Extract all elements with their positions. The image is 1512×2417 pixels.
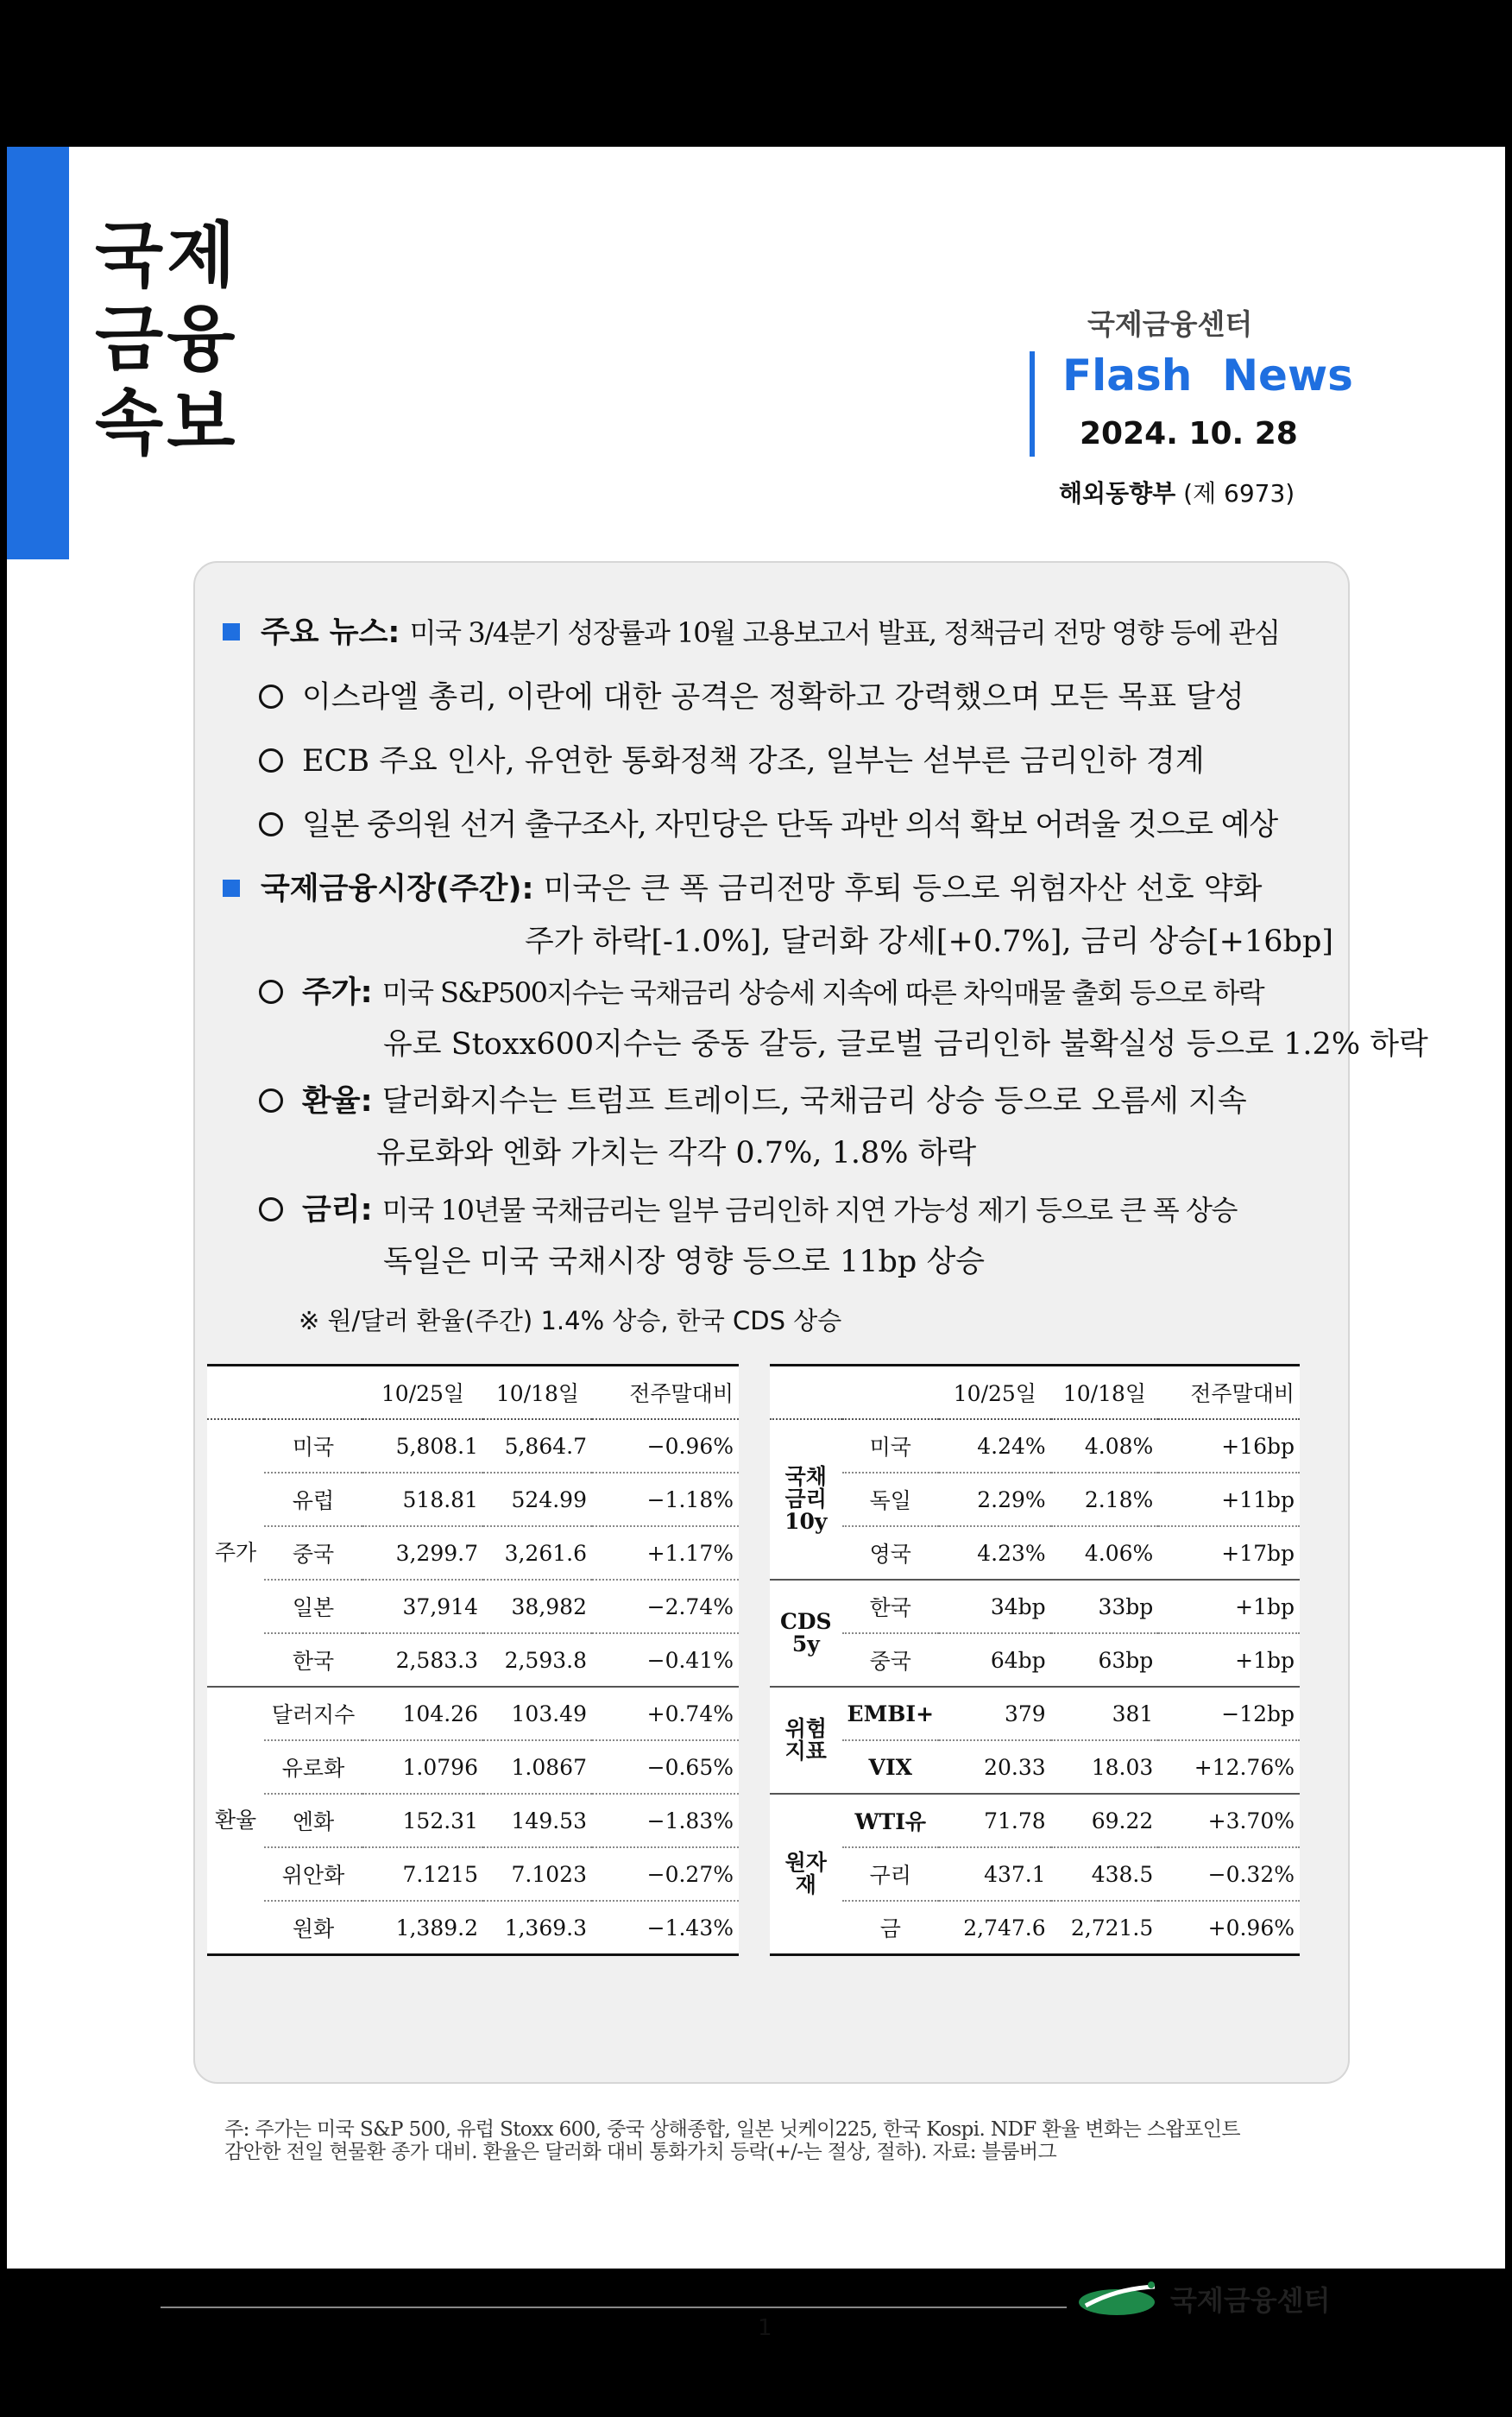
value-current: 379 [939, 1687, 1051, 1740]
table-row [770, 1901, 1300, 1955]
value-change: −2.74% [592, 1580, 739, 1633]
value-current: 518.81 [362, 1473, 483, 1526]
stock-label: 주가: [302, 975, 373, 1010]
market-text: 미국은 큰 폭 금리전망 후퇴 등으로 위험자산 선호 약화 [543, 872, 1263, 906]
value-previous: 524.99 [483, 1473, 592, 1526]
news-item-text: 이스라엘 총리, 이란에 대한 공격은 정확하고 강력했으며 모든 목표 달성 [302, 680, 1244, 715]
table-right [770, 1364, 1300, 1956]
market-text2: 주가 하락[-1.0%], 달러화 강세[+0.7%], 금리 상승[+16bp] [525, 925, 1333, 959]
value-current: 2,747.6 [939, 1901, 1051, 1955]
row-label: EMBI+ [842, 1687, 940, 1740]
title-line: 국제 [95, 215, 239, 297]
value-current: 104.26 [362, 1687, 483, 1740]
col-header: 10/25일 [939, 1366, 1051, 1420]
table-row [207, 1419, 739, 1473]
col-header: 10/18일 [483, 1366, 592, 1420]
group-label: 주가 [207, 1419, 264, 1687]
row-label: 한국 [842, 1580, 940, 1633]
table-row [770, 1473, 1300, 1526]
table-row [207, 1740, 739, 1794]
news-item [259, 801, 1277, 844]
value-current: 7.1215 [362, 1847, 483, 1901]
value-change: +11bp [1158, 1473, 1300, 1526]
blue-side-bar [7, 147, 69, 559]
value-change: −1.83% [592, 1794, 739, 1847]
title-line: 속보 [95, 382, 239, 464]
report-date: 2024. 10. 28 [1080, 416, 1298, 451]
table-row [207, 1526, 739, 1580]
value-previous: 2,721.5 [1051, 1901, 1159, 1955]
stock-text2: 유로 Stoxx600지수는 중동 갈등, 글로벌 금리인하 불확실성 등으로 1.2% 하락 [383, 1027, 1428, 1062]
fx-label: 환율: [302, 1084, 373, 1119]
row-label: 중국 [264, 1526, 362, 1580]
value-current: 71.78 [939, 1794, 1051, 1847]
center-name: 국제금융센터 [1087, 307, 1253, 341]
row-label: VIX [842, 1740, 940, 1794]
value-previous: 69.22 [1051, 1794, 1159, 1847]
row-label: 한국 [264, 1633, 362, 1687]
value-current: 4.24% [939, 1419, 1051, 1473]
table-row [207, 1901, 739, 1955]
table-row [770, 1419, 1300, 1473]
group-label: 환율 [207, 1687, 264, 1955]
main-news-line [223, 609, 1280, 652]
value-current: 152.31 [362, 1794, 483, 1847]
news-item [259, 673, 1244, 716]
main-news-label: 주요 뉴스: [261, 615, 400, 650]
fx-line [259, 1077, 1247, 1120]
value-previous: 1.0867 [483, 1740, 592, 1794]
value-previous: 4.08% [1051, 1419, 1159, 1473]
square-bullet-icon [223, 623, 240, 641]
row-label: 미국 [264, 1419, 362, 1473]
fx-note: ※ 원/달러 환율(주간) 1.4% 상승, 한국 CDS 상승 [299, 1306, 842, 1335]
value-previous: 381 [1051, 1687, 1159, 1740]
rate-line [259, 1186, 1237, 1229]
value-change: −0.41% [592, 1633, 739, 1687]
report-title [95, 214, 238, 465]
accent-divider [1030, 351, 1035, 457]
circle-bullet-icon [259, 1197, 283, 1221]
table-left [207, 1364, 739, 1956]
kcif-logo-icon [1077, 2280, 1160, 2318]
value-change: −1.43% [592, 1901, 739, 1955]
value-change: −0.32% [1158, 1847, 1300, 1901]
circle-bullet-icon [259, 685, 283, 709]
value-current: 1,389.2 [362, 1901, 483, 1955]
news-item-text: 일본 중의원 선거 출구조사, 자민당은 단독 과반 의석 확보 어려울 것으로 예상 [302, 808, 1278, 842]
news-item-text: ECB 주요 인사, 유연한 통화정책 강조, 일부는 섣부른 금리인하 경계 [302, 744, 1205, 779]
fx-text2: 유로화와 엔화 가치는 각각 0.7%, 1.8% 하락 [376, 1136, 977, 1171]
value-previous: 149.53 [483, 1794, 592, 1847]
group-label: CDS 5y [770, 1580, 842, 1687]
table-row [770, 1580, 1300, 1633]
group-label: 국채 금리 10y [770, 1419, 842, 1580]
row-label: 원화 [264, 1901, 362, 1955]
value-previous: 63bp [1051, 1633, 1159, 1687]
table-row [207, 1687, 739, 1740]
value-previous: 103.49 [483, 1687, 592, 1740]
col-header: 전주말대비 [1158, 1366, 1300, 1420]
circle-bullet-icon [259, 812, 283, 836]
rate-text2: 독일은 미국 국채시장 영향 등으로 11bp 상승 [383, 1245, 986, 1279]
circle-bullet-icon [259, 980, 283, 1004]
value-change: −0.65% [592, 1740, 739, 1794]
value-change: +12.76% [1158, 1740, 1300, 1794]
value-change: +3.70% [1158, 1794, 1300, 1847]
brand-title: Flash News [1062, 350, 1353, 401]
value-previous: 38,982 [483, 1580, 592, 1633]
footnote [224, 2118, 1346, 2163]
table-row [207, 1580, 739, 1633]
row-label: 구리 [842, 1847, 940, 1901]
row-label: 일본 [264, 1580, 362, 1633]
value-previous: 2,593.8 [483, 1633, 592, 1687]
footer-logo [1077, 2279, 1330, 2319]
col-header: 10/18일 [1051, 1366, 1159, 1420]
market-label: 국제금융시장(주간): [261, 872, 534, 906]
row-label: 미국 [842, 1419, 940, 1473]
value-previous: 1,369.3 [483, 1901, 592, 1955]
value-previous: 7.1023 [483, 1847, 592, 1901]
stock-line [259, 969, 1263, 1012]
value-change: +1bp [1158, 1633, 1300, 1687]
circle-bullet-icon [259, 748, 283, 773]
value-previous: 2.18% [1051, 1473, 1159, 1526]
value-change: +0.96% [1158, 1901, 1300, 1955]
row-label: 영국 [842, 1526, 940, 1580]
dept-name: 해외동향부 [1059, 479, 1176, 508]
table-row [770, 1740, 1300, 1794]
circle-bullet-icon [259, 1089, 283, 1113]
value-change: −1.18% [592, 1473, 739, 1526]
group-label: 위험 지표 [770, 1687, 842, 1794]
value-previous: 3,261.6 [483, 1526, 592, 1580]
value-current: 437.1 [939, 1847, 1051, 1901]
footnote-line: 주: 주가는 미국 S&P 500, 유럽 Stoxx 600, 중국 상해종합, 일본 닛케이225, 한국 Kospi. NDF 환율 변화는 스왑포인트 [224, 2118, 1240, 2141]
row-label: 금 [842, 1901, 940, 1955]
table-header-row [207, 1366, 739, 1420]
row-label: 독일 [842, 1473, 940, 1526]
value-current: 34bp [939, 1580, 1051, 1633]
col-header: 10/25일 [362, 1366, 483, 1420]
value-previous: 4.06% [1051, 1526, 1159, 1580]
value-current: 5,808.1 [362, 1419, 483, 1473]
value-current: 2,583.3 [362, 1633, 483, 1687]
square-bullet-icon [223, 880, 240, 897]
table-row [207, 1633, 739, 1687]
department [1059, 475, 1295, 509]
stock-text: 미국 S&P500지수는 국채금리 상승세 지속에 따른 차익매물 출회 등으로 하락 [381, 976, 1264, 1009]
value-current: 64bp [939, 1633, 1051, 1687]
value-change: −0.27% [592, 1847, 739, 1901]
table-row [207, 1847, 739, 1901]
news-item [259, 737, 1205, 780]
value-change: +17bp [1158, 1526, 1300, 1580]
page-number: 1 [758, 2315, 772, 2341]
value-change: +1bp [1158, 1580, 1300, 1633]
row-label: 중국 [842, 1633, 940, 1687]
row-label: 유로화 [264, 1740, 362, 1794]
page [7, 147, 1505, 2341]
group-label: 원자재 [770, 1794, 842, 1955]
value-current: 20.33 [939, 1740, 1051, 1794]
table-row [770, 1687, 1300, 1740]
fx-text: 달러화지수는 트럼프 트레이드, 국채금리 상승 등으로 오름세 지속 [381, 1084, 1247, 1119]
issue-number: (제 6973) [1183, 479, 1295, 508]
rate-label: 금리: [302, 1193, 373, 1227]
row-label: WTI유 [842, 1794, 940, 1847]
row-label: 엔화 [264, 1794, 362, 1847]
market-line [223, 865, 1262, 908]
table-row [207, 1794, 739, 1847]
table-header-row [770, 1366, 1300, 1420]
row-label: 달러지수 [264, 1687, 362, 1740]
value-current: 37,914 [362, 1580, 483, 1633]
table-row [770, 1526, 1300, 1580]
footnote-line: 감안한 전일 현물환 종가 대비. 환율은 달러화 대비 통화가치 등락(+/-는 절상, 절하). 자료: 블룸버그 [224, 2141, 1057, 2163]
value-previous: 18.03 [1051, 1740, 1159, 1794]
value-change: +1.17% [592, 1526, 739, 1580]
main-news-text: 미국 3/4분기 성장률과 10월 고용보고서 발표, 정책금리 전망 영향 등에 관심 [409, 616, 1280, 649]
value-current: 3,299.7 [362, 1526, 483, 1580]
table-row [770, 1794, 1300, 1847]
rate-text: 미국 10년물 국채금리는 일부 금리인하 지연 가능성 제기 등으로 큰 폭 상승 [381, 1194, 1238, 1227]
row-label: 위안화 [264, 1847, 362, 1901]
value-current: 4.23% [939, 1526, 1051, 1580]
col-header: 전주말대비 [592, 1366, 739, 1420]
row-label: 유럽 [264, 1473, 362, 1526]
value-change: −12bp [1158, 1687, 1300, 1740]
value-previous: 5,864.7 [483, 1419, 592, 1473]
table-row [770, 1633, 1300, 1687]
value-previous: 33bp [1051, 1580, 1159, 1633]
value-change: −0.96% [592, 1419, 739, 1473]
value-current: 1.0796 [362, 1740, 483, 1794]
value-change: +16bp [1158, 1419, 1300, 1473]
footer-divider [161, 2307, 1067, 2308]
title-line: 금융 [95, 299, 239, 381]
value-previous: 438.5 [1051, 1847, 1159, 1901]
table-row [770, 1847, 1300, 1901]
table-row [207, 1473, 739, 1526]
value-change: +0.74% [592, 1687, 739, 1740]
logo-text: 국제금융센터 [1170, 2284, 1331, 2317]
value-current: 2.29% [939, 1473, 1051, 1526]
